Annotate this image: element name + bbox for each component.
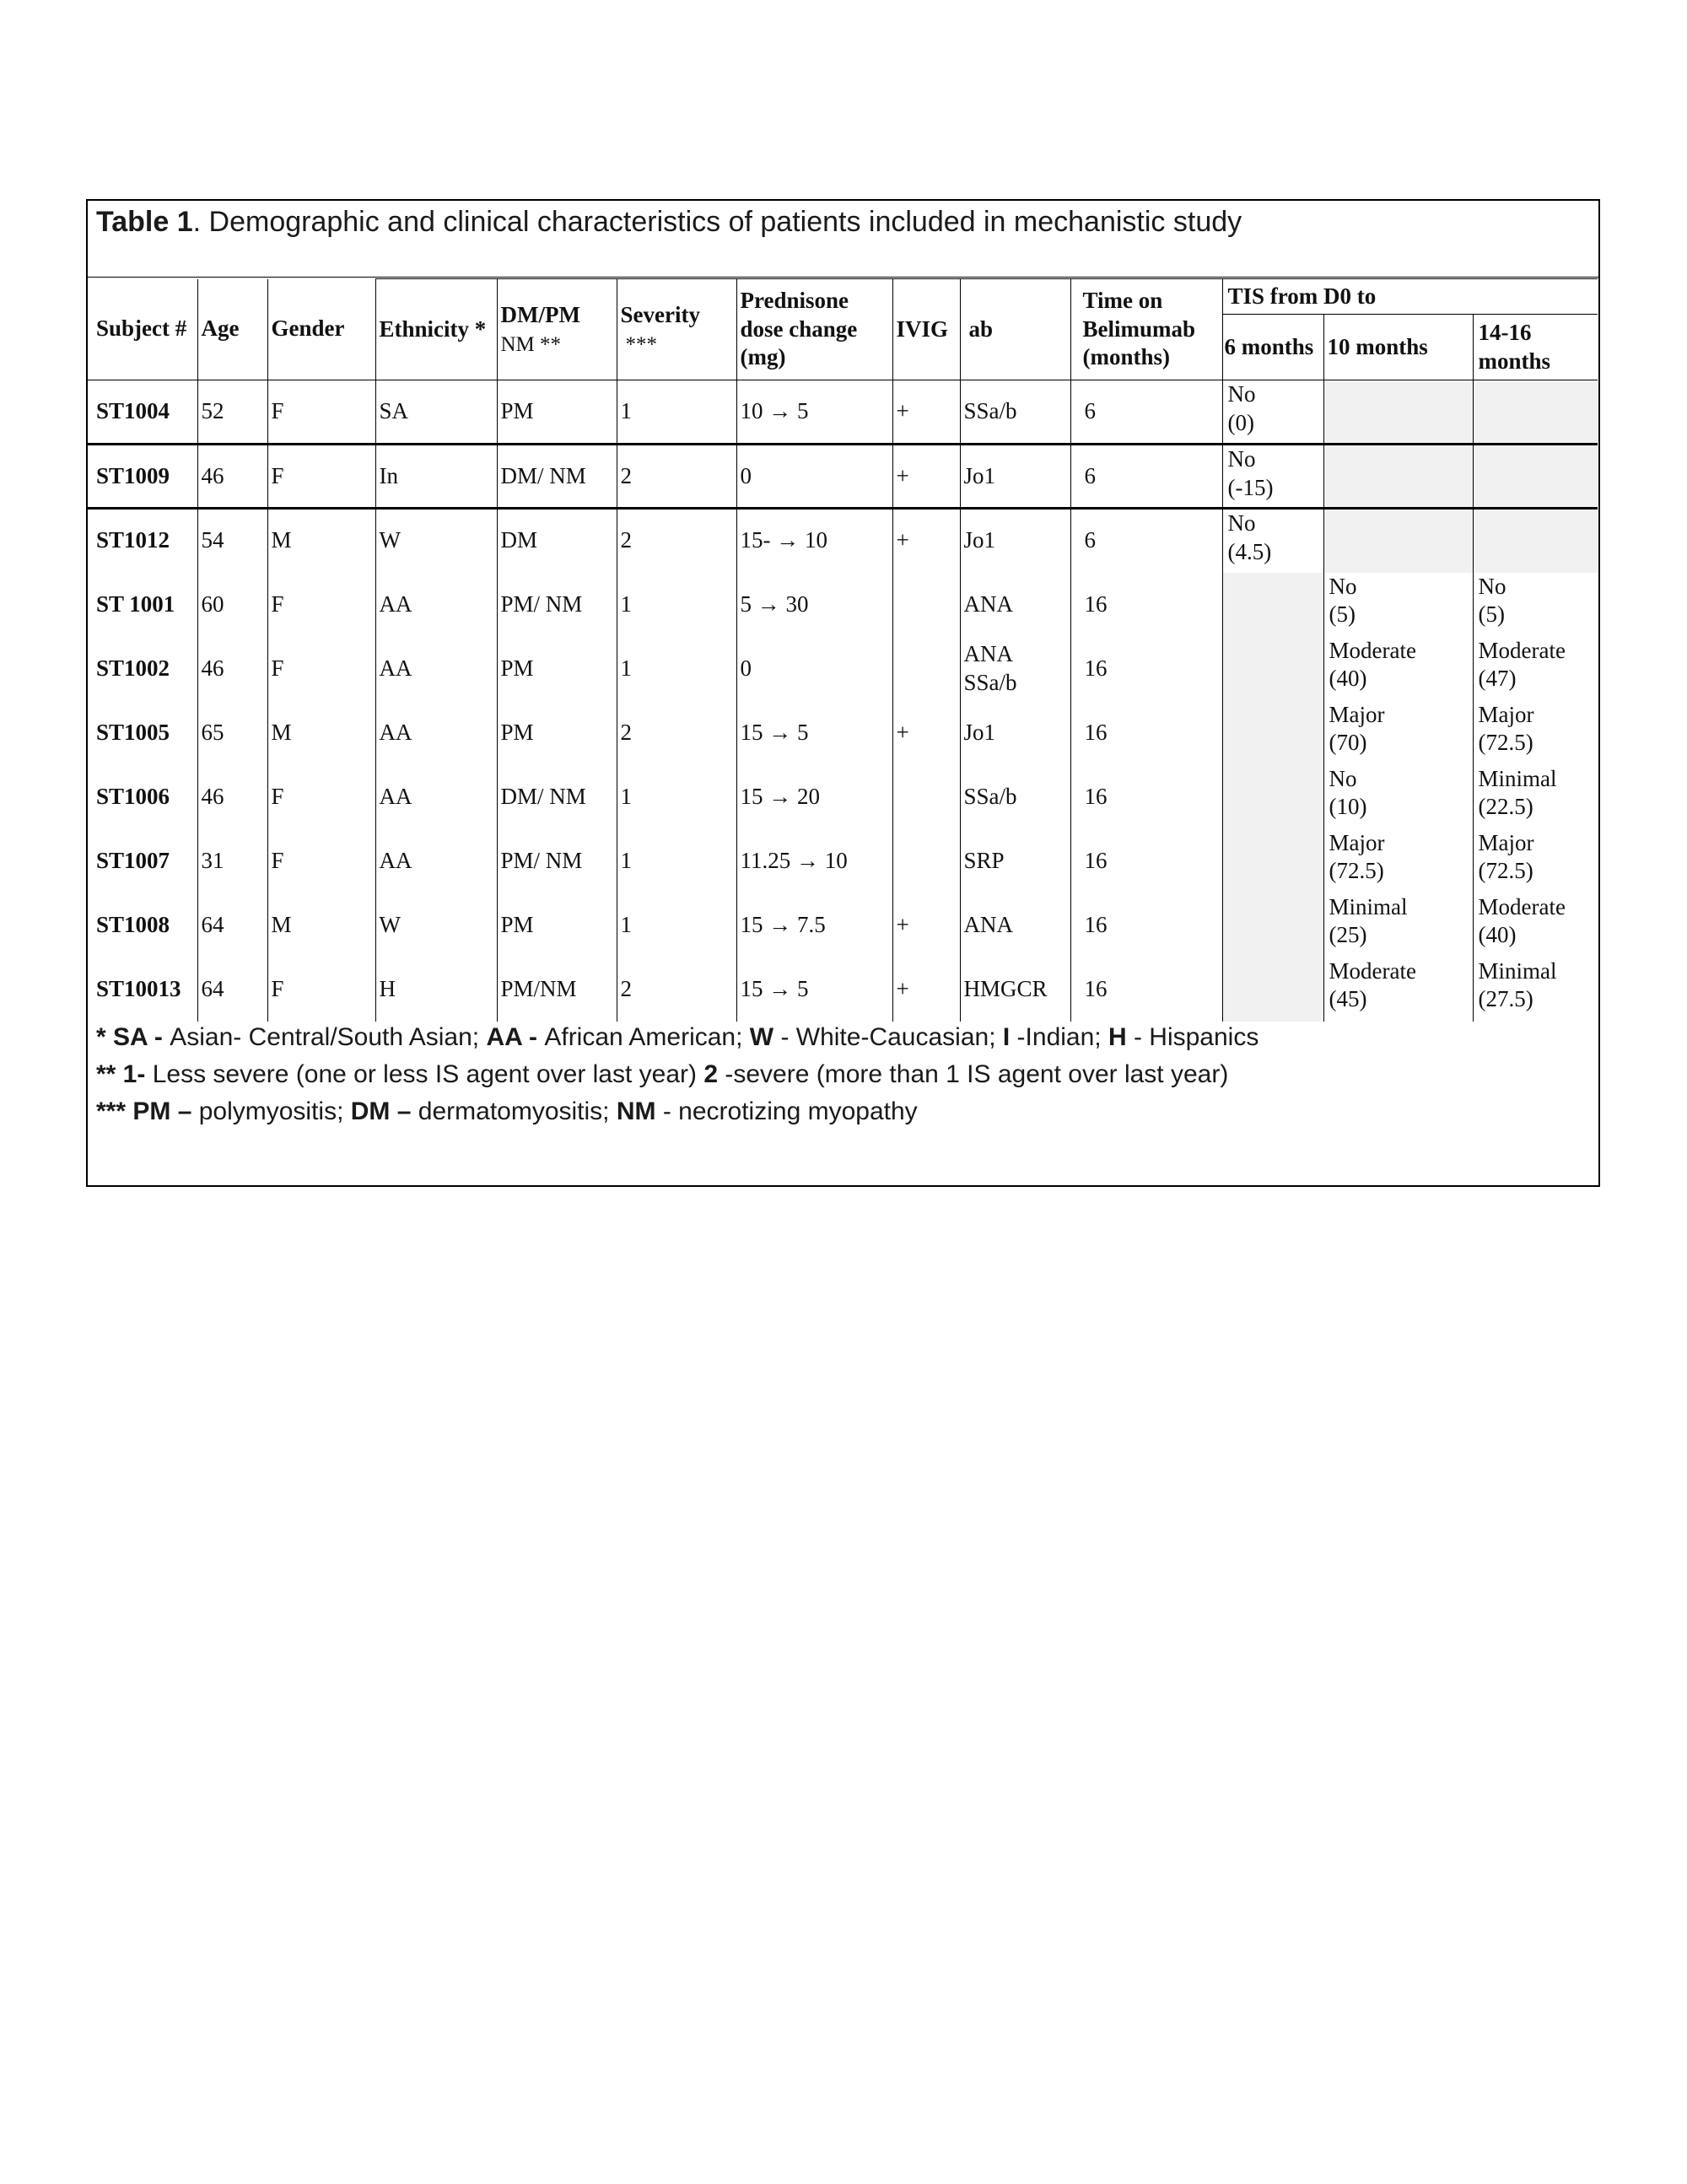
tis-score: (72.5) [1329,858,1384,884]
cell-age: 60 [197,573,267,637]
tis-category: Moderate [1329,957,1416,984]
footnote-segment: 2 [703,1060,719,1088]
table-body [88,380,1598,1022]
footnote-line [96,1056,1259,1093]
tis-score: (40) [1478,922,1517,948]
table-row [88,765,1598,829]
cell-ivig: + [892,701,960,765]
cell-ivig [892,765,960,829]
tis-category: Major [1478,829,1534,855]
footnote-segment: - Hispanics [1126,1023,1259,1051]
cell-tis-10 [1323,957,1473,1022]
cell-prednisone: 15- → 10 [736,509,892,573]
footnote-segment: *** PM – [96,1097,199,1125]
tis-category: No [1478,573,1506,599]
cell-ethnicity: AA [375,573,497,637]
footnote-segment: H [1108,1023,1127,1051]
footnote-segment: Asian- Central/South Asian; [170,1023,487,1051]
header-ab: ab [960,279,1070,380]
cell-ivig: + [892,509,960,573]
tis-category: Minimal [1329,893,1408,919]
cell-time: 16 [1070,701,1222,765]
table-row [88,509,1598,573]
tis-score: (25) [1329,922,1367,948]
cell-prednisone: 15 → 5 [736,957,892,1022]
cell-ethnicity: H [375,957,497,1022]
cell-time: 6 [1070,509,1222,573]
tis-score: (27.5) [1478,986,1533,1012]
table-row [88,445,1598,509]
header-subject: Subject # [88,279,197,380]
cell-tis-10 [1323,380,1473,445]
footnote-segment: I [1002,1023,1011,1051]
cell-prednisone: 5 → 30 [736,573,892,637]
cell-prednisone: 0 [736,637,892,701]
cell-ethnicity: W [375,893,497,957]
header-dmpm-line2: NM ** [500,332,562,356]
tis-category: Minimal [1478,765,1557,791]
footnote-segment: DM – [350,1097,418,1125]
cell-tis-14 [1473,509,1598,573]
cell-dmpm: PM/NM [497,957,617,1022]
table-row [88,573,1598,637]
tis-score: (0) [1227,409,1254,435]
tis-score: (10) [1329,794,1367,820]
cell-subject: ST 1001 [96,590,175,617]
cell-ivig: + [892,957,960,1022]
tis-score: (47) [1478,666,1517,692]
cell-tis-14 [1473,701,1598,765]
cell-tis-14 [1473,957,1598,1022]
cell-prednisone: 15 → 7.5 [736,893,892,957]
cell-ivig: + [892,445,960,509]
cell-age: 64 [197,893,267,957]
cell-tis-14 [1473,380,1598,445]
tis-score: (40) [1329,666,1367,692]
footnote-segment: * SA - [96,1023,170,1051]
footnote-segment: -severe (more than 1 IS agent over last year) [718,1060,1229,1088]
header-tis-6: 6 months [1222,315,1323,380]
tis-category: Moderate [1478,637,1566,663]
table-title-text: . Demographic and clinical characteristics of patients included in mechanistic study [192,206,1242,238]
tis-category: No [1227,510,1256,536]
cell-age: 65 [197,701,267,765]
header-ethnicity: Ethnicity * [375,279,497,380]
cell-tis-6 [1222,380,1323,445]
cell-dmpm: DM/ NM [497,765,617,829]
cell-tis-6 [1222,893,1323,957]
table-row [88,893,1598,957]
cell-severity: 1 [617,893,736,957]
cell-subject: ST1009 [88,445,197,509]
cell-gender: F [267,829,375,893]
cell-tis-6 [1222,829,1323,893]
table-title [96,206,1242,239]
cell-severity: 1 [617,829,736,893]
cell-subject: ST1008 [96,911,170,937]
cell-ab: SRP [960,829,1070,893]
tis-score: (72.5) [1478,730,1533,756]
tis-score: (45) [1329,986,1367,1012]
tis-category: Major [1329,701,1385,727]
table-row [88,637,1598,701]
footnote-segment: ** 1- [96,1060,153,1088]
cell-tis-14 [1473,893,1598,957]
footnote-segment: - necrotizing myopathy [655,1097,918,1125]
cell-time: 16 [1070,765,1222,829]
table-row [88,380,1598,445]
cell-time: 6 [1070,445,1222,509]
cell-dmpm: DM [497,509,617,573]
cell-ethnicity: AA [375,701,497,765]
tis-score: (72.5) [1478,858,1533,884]
header-ivig: IVIG [892,279,960,380]
header-severity-line2: *** [625,332,657,356]
table-row [88,829,1598,893]
cell-gender: F [267,637,375,701]
cell-dmpm: PM [497,380,617,445]
cell-ivig: + [892,893,960,957]
characteristics-table [88,278,1598,1022]
cell-tis-14 [1473,637,1598,701]
tis-score: (5) [1478,601,1505,628]
tis-category: No [1329,573,1357,599]
cell-severity: 2 [617,957,736,1022]
footnote-segment: Less severe (one or less IS agent over last year) [152,1060,704,1088]
footnote-segment: W [749,1023,774,1051]
cell-tis-14 [1473,829,1598,893]
cell-tis-10 [1323,509,1473,573]
cell-tis-6 [1222,765,1323,829]
cell-tis-6 [1222,509,1323,573]
footnote-segment: dermatomyositis; [418,1097,617,1125]
cell-gender: F [267,573,375,637]
cell-subject: ST1012 [96,527,170,553]
footnote-line [96,1019,1259,1056]
cell-ab: ANA SSa/b [960,637,1070,701]
tis-category: No [1329,765,1357,791]
cell-age: 52 [197,380,267,445]
tis-score: (-15) [1227,474,1274,500]
cell-subject: ST1007 [96,847,170,873]
cell-ab: SSa/b [960,380,1070,445]
cell-tis-6 [1222,573,1323,637]
cell-tis-6 [1222,637,1323,701]
footnote-segment: -Indian; [1010,1023,1108,1051]
cell-subject: ST1005 [96,719,170,745]
cell-tis-14 [1473,573,1598,637]
table-row [88,701,1598,765]
table-row [88,957,1598,1022]
cell-prednisone: 11.25 → 10 [736,829,892,893]
table-title-label: Table 1 [96,206,193,238]
cell-time: 16 [1070,829,1222,893]
cell-ethnicity: SA [375,380,497,445]
cell-ethnicity: W [375,509,497,573]
cell-tis-6 [1222,957,1323,1022]
cell-gender: F [267,445,375,509]
cell-age: 54 [197,509,267,573]
cell-tis-10 [1323,829,1473,893]
cell-ivig [892,829,960,893]
footnote-segment: NM [616,1097,656,1125]
footnotes [96,1019,1259,1130]
header-dmpm [497,279,617,380]
tis-category: No [1227,381,1256,407]
cell-tis-14 [1473,445,1598,509]
cell-tis-6 [1222,445,1323,509]
cell-tis-6 [1222,701,1323,765]
cell-ethnicity: AA [375,829,497,893]
tis-score: (22.5) [1478,794,1533,820]
cell-gender: M [267,701,375,765]
cell-subject: ST1006 [96,783,170,809]
header-tis: TIS from D0 to [1222,279,1598,315]
cell-severity: 2 [617,509,736,573]
tis-score: (70) [1329,730,1367,756]
cell-gender: F [267,380,375,445]
header-severity [617,279,736,380]
cell-time: 16 [1070,957,1222,1022]
header-time: Time on Belimumab (months) [1070,279,1222,380]
cell-time: 16 [1070,637,1222,701]
cell-tis-14 [1473,765,1598,829]
cell-tis-10 [1323,765,1473,829]
tis-category: No [1227,446,1256,472]
cell-ab: Jo1 [960,509,1070,573]
cell-ab: Jo1 [960,445,1070,509]
footnote-line [96,1093,1259,1130]
cell-ab: SSa/b [960,765,1070,829]
cell-dmpm: PM [497,893,617,957]
cell-age: 64 [197,957,267,1022]
cell-age: 46 [197,765,267,829]
cell-severity: 1 [617,765,736,829]
cell-prednisone: 15 → 20 [736,765,892,829]
cell-ethnicity: AA [375,765,497,829]
tis-category: Major [1329,829,1385,855]
header-dmpm-line1: DM/PM [500,301,580,327]
header-age: Age [197,279,267,380]
cell-ab: ANA [960,893,1070,957]
cell-age: 46 [197,637,267,701]
footnote-segment: - White-Caucasian; [773,1023,1003,1051]
table-frame [86,199,1600,1187]
tis-score: (4.5) [1227,538,1272,564]
header-tis-14: 14-16 months [1473,315,1598,380]
cell-ab: HMGCR [960,957,1070,1022]
cell-prednisone: 0 [736,445,892,509]
title-divider [88,277,1598,278]
cell-ivig: + [892,380,960,445]
cell-severity: 1 [617,380,736,445]
cell-dmpm: PM [497,701,617,765]
tis-category: Minimal [1478,957,1557,984]
cell-tis-10 [1323,573,1473,637]
cell-subject: ST1004 [88,380,197,445]
cell-ab: ANA [960,573,1070,637]
cell-gender: F [267,957,375,1022]
cell-ivig [892,637,960,701]
cell-ab: Jo1 [960,701,1070,765]
cell-time: 6 [1070,380,1222,445]
cell-dmpm: PM [497,637,617,701]
cell-tis-10 [1323,445,1473,509]
cell-time: 16 [1070,573,1222,637]
header-prednisone: Prednisone dose change (mg) [736,279,892,380]
cell-gender: M [267,893,375,957]
cell-prednisone: 15 → 5 [736,701,892,765]
cell-dmpm: DM/ NM [497,445,617,509]
cell-subject: ST10013 [96,975,181,1001]
footnote-segment: African American; [544,1023,750,1051]
cell-tis-10 [1323,893,1473,957]
footnote-segment: AA - [486,1023,545,1051]
cell-tis-10 [1323,701,1473,765]
cell-severity: 1 [617,573,736,637]
cell-age: 46 [197,445,267,509]
cell-time: 16 [1070,893,1222,957]
cell-severity: 2 [617,701,736,765]
cell-gender: F [267,765,375,829]
cell-ivig [892,573,960,637]
header-severity-line1: Severity [620,301,700,327]
cell-gender: M [267,509,375,573]
cell-prednisone: 10 → 5 [736,380,892,445]
cell-tis-10 [1323,637,1473,701]
cell-dmpm: PM/ NM [497,573,617,637]
cell-severity: 1 [617,637,736,701]
header-tis-10: 10 months [1323,315,1473,380]
cell-age: 31 [197,829,267,893]
tis-category: Moderate [1478,893,1566,919]
cell-severity: 2 [617,445,736,509]
tis-category: Moderate [1329,637,1416,663]
cell-ethnicity: In [375,445,497,509]
tis-category: Major [1478,701,1534,727]
cell-ethnicity: AA [375,637,497,701]
cell-dmpm: PM/ NM [497,829,617,893]
header-gender: Gender [267,279,375,380]
footnote-segment: polymyositis; [198,1097,351,1125]
tis-score: (5) [1329,601,1356,628]
cell-subject: ST1002 [96,655,170,681]
